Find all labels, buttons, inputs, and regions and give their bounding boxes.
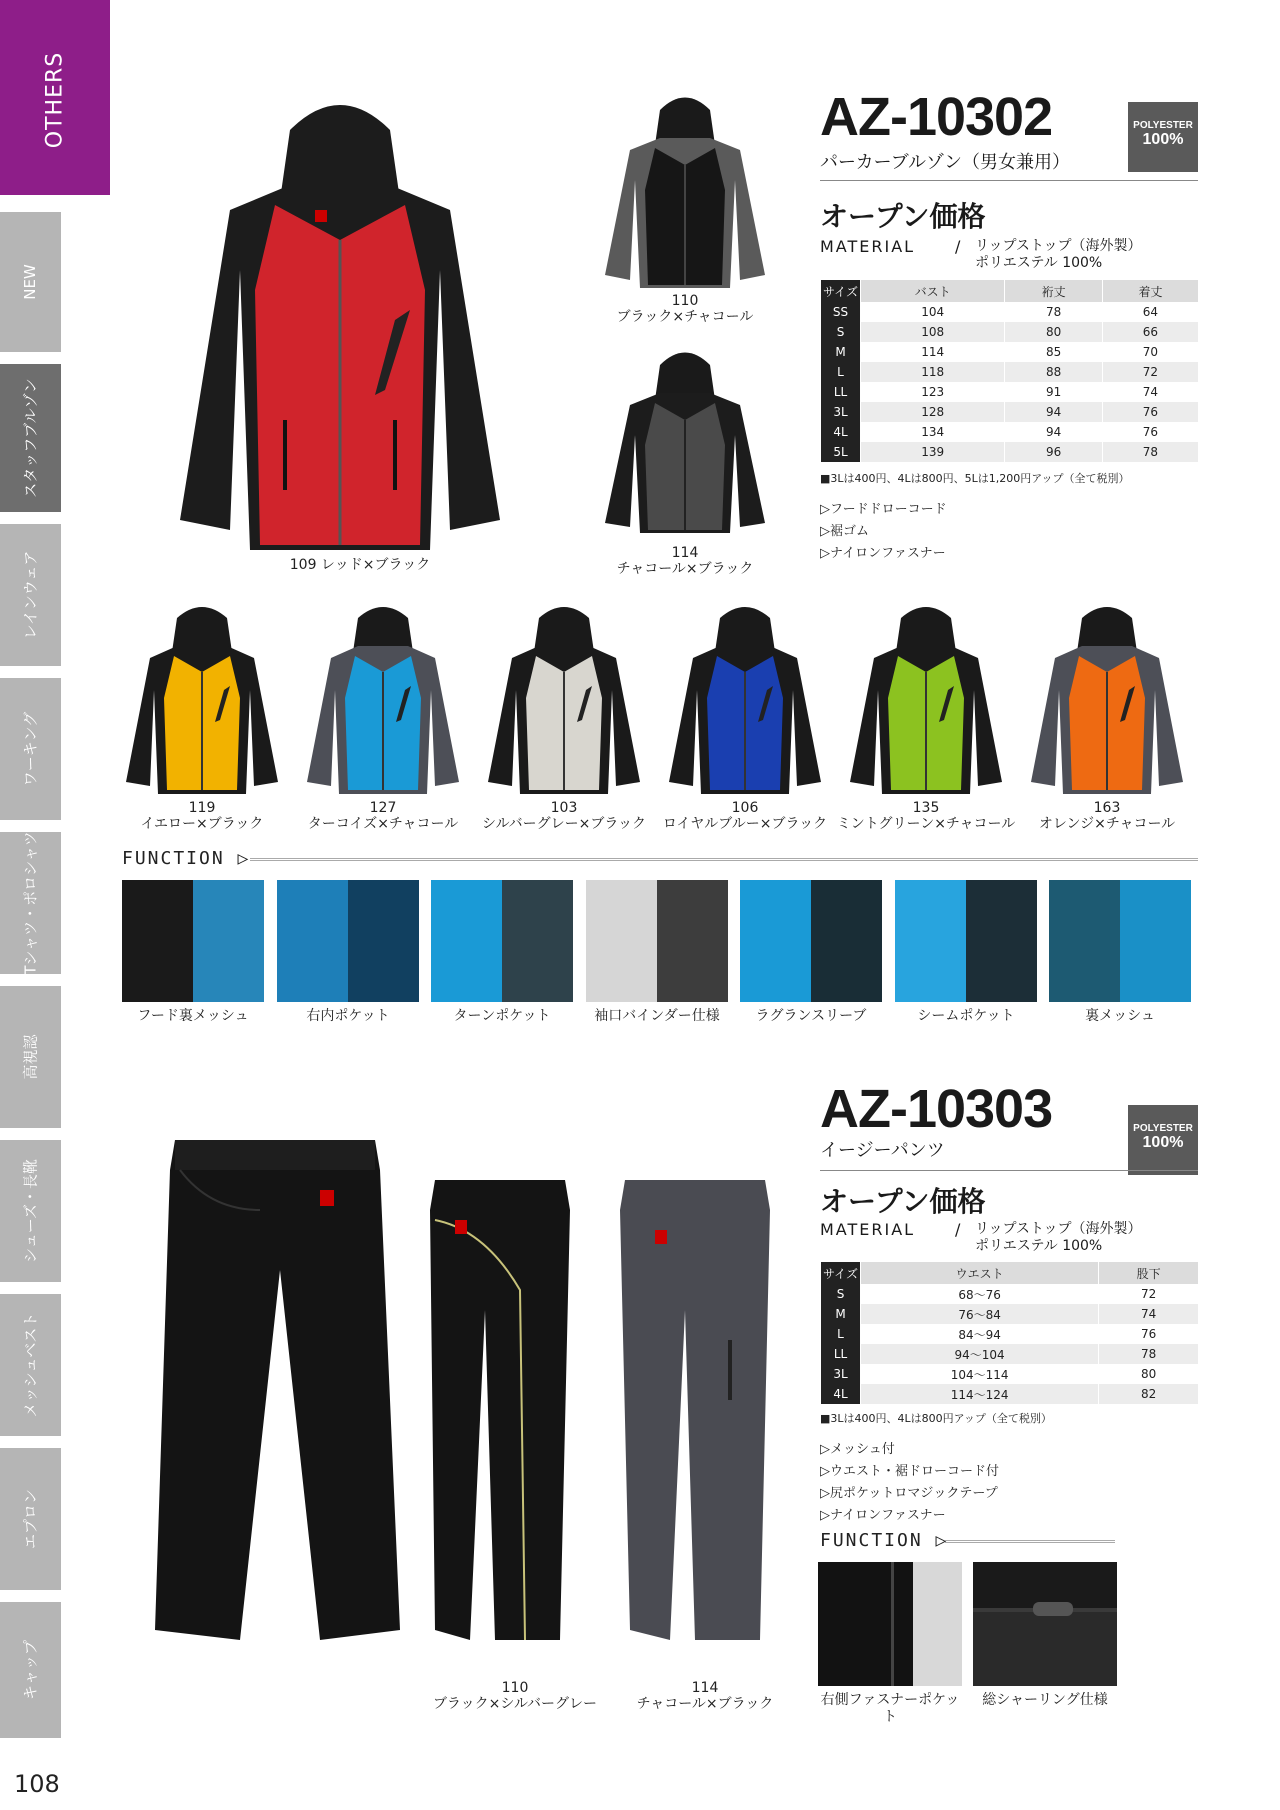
measurement-cell: 78 <box>1099 1344 1198 1364</box>
measurement-cell: 104〜114 <box>861 1364 1099 1384</box>
color-code: 119 <box>188 800 216 816</box>
measurement-cell: 78 <box>1005 302 1103 322</box>
size-cell: 5L <box>821 442 861 462</box>
measurement-cell: 94 <box>1005 402 1103 422</box>
size-cell: M <box>821 342 861 362</box>
sidebar-tab-label: 高視認 <box>21 1034 40 1080</box>
size-table-header-cell: 裄丈 <box>1005 280 1103 302</box>
measurement-cell: 118 <box>861 362 1005 382</box>
material-label: MATERIAL <box>820 1220 916 1239</box>
measurement-cell: 78 <box>1102 442 1198 462</box>
polyester-badge <box>1128 1105 1198 1175</box>
material-label: MATERIAL <box>820 237 916 256</box>
color-name: イエロー×ブラック <box>140 816 264 832</box>
function-title: FUNCTION <box>820 1530 923 1551</box>
jacket-photo-charcoal-black <box>600 345 770 535</box>
size-table-header-cell: 股下 <box>1099 1262 1198 1284</box>
divider <box>820 1170 1198 1171</box>
material-line1: リップストップ（海外製） <box>975 1221 1142 1237</box>
function-photo <box>586 880 728 1002</box>
color-label-110 <box>425 1680 605 1712</box>
measurement-cell: 94〜104 <box>861 1344 1099 1364</box>
badge-line2: 100% <box>1142 131 1184 148</box>
measurement-cell: 80 <box>1099 1364 1198 1384</box>
measurement-cell: 91 <box>1005 382 1103 402</box>
size-note: ■3Lは400円、4Lは800円アップ（全て税別） <box>820 1412 1052 1425</box>
sidebar-tab-mesh-vest[interactable] <box>0 1292 61 1438</box>
measurement-cell: 70 <box>1102 342 1198 362</box>
color-label-114 <box>600 545 770 577</box>
sidebar-tab-rainwear[interactable] <box>0 522 61 668</box>
sidebar-others-tab[interactable] <box>0 0 110 195</box>
pants-photo-110 <box>425 1170 575 1650</box>
size-table-header-cell: サイズ <box>821 280 861 302</box>
size-cell: LL <box>821 382 861 402</box>
material-separator: / <box>955 237 963 256</box>
size-cell: LL <box>821 1344 861 1364</box>
size-cell: 4L <box>821 1384 861 1404</box>
play-icon: ▷ <box>237 848 251 869</box>
size-table <box>820 280 1198 462</box>
sidebar-tab-staff-blouson[interactable] <box>0 362 61 514</box>
badge-line1: POLYESTER <box>1133 1123 1193 1134</box>
jacket-photo-variant <box>665 600 825 795</box>
size-cell: 3L <box>821 402 861 422</box>
color-label-variant <box>464 800 664 832</box>
material-text <box>975 238 1141 272</box>
sidebar-tab-label: メッシュベスト <box>21 1312 40 1418</box>
size-table-row <box>821 422 1199 442</box>
sidebar-tab-new[interactable] <box>0 210 61 354</box>
measurement-cell: 66 <box>1102 322 1198 342</box>
color-label-variant <box>826 800 1026 832</box>
measurement-cell: 104 <box>861 302 1005 322</box>
color-name: ブラック×チャコール <box>616 309 754 325</box>
function-photo-zip-pocket <box>818 1562 962 1686</box>
size-table-header-cell: サイズ <box>821 1262 861 1284</box>
measurement-cell: 74 <box>1099 1304 1198 1324</box>
function-rule <box>250 858 1198 861</box>
function-caption: 裏メッシュ <box>1085 1008 1155 1024</box>
color-code: 135 <box>912 800 940 816</box>
sidebar-tab-label: スタッフブルゾン <box>21 378 40 498</box>
function-heading <box>820 1530 948 1551</box>
function-photo-shirring <box>973 1562 1117 1686</box>
measurement-cell: 84〜94 <box>861 1324 1099 1344</box>
size-cell: L <box>821 362 861 382</box>
jacket-photo-variant <box>122 600 282 795</box>
measurement-cell: 85 <box>1005 342 1103 362</box>
size-table-row <box>821 1284 1199 1304</box>
size-table-row <box>821 302 1199 322</box>
feature-item: ▷ナイロンファスナー <box>820 546 946 561</box>
measurement-cell: 139 <box>861 442 1005 462</box>
function-title: FUNCTION <box>122 848 225 869</box>
size-table-row <box>821 342 1199 362</box>
size-table-row <box>821 442 1199 462</box>
size-cell: 4L <box>821 422 861 442</box>
polyester-badge <box>1128 102 1198 172</box>
size-table-row <box>821 382 1199 402</box>
color-name: チャコール×ブラック <box>616 561 754 577</box>
material-separator: / <box>955 1220 963 1239</box>
size-note: ■3Lは400円、4Lは800円、5Lは1,200円アップ（全て税別） <box>820 472 1130 485</box>
size-cell: L <box>821 1324 861 1344</box>
color-code: 103 <box>550 800 578 816</box>
badge-line1: POLYESTER <box>1133 120 1193 131</box>
jacket-photo-variant <box>846 600 1006 795</box>
measurement-cell: 128 <box>861 402 1005 422</box>
jacket-photo-variant <box>484 600 644 795</box>
function-caption: ターンポケット <box>453 1008 551 1024</box>
model-number: AZ-10302 <box>820 87 1053 147</box>
model-name: パーカーブルゾン（男女兼用） <box>820 152 1071 173</box>
size-table-row <box>821 402 1199 422</box>
color-label-variant <box>102 800 302 832</box>
sidebar-tab-label: エプロン <box>21 1488 40 1550</box>
measurement-cell: 123 <box>861 382 1005 402</box>
feature-item: ▷尻ポケットロマジックテープ <box>820 1486 998 1501</box>
sidebar-tab-shoes-boots[interactable] <box>0 1138 61 1284</box>
measurement-cell: 114〜124 <box>861 1384 1099 1404</box>
model-number: AZ-10303 <box>820 1079 1053 1139</box>
sidebar-tab-high-visibility[interactable] <box>0 984 61 1130</box>
measurement-cell: 76 <box>1099 1324 1198 1344</box>
function-caption: シームポケット <box>917 1008 1015 1024</box>
sidebar-tab-label: NEW <box>21 264 39 300</box>
color-name: ターコイズ×チャコール <box>307 816 459 832</box>
sidebar-tab-label: レインウェア <box>21 550 40 640</box>
measurement-cell: 76 <box>1102 422 1198 442</box>
size-table-header-cell: ウエスト <box>861 1262 1099 1284</box>
function-caption: 総シャーリング仕様 <box>982 1692 1108 1708</box>
color-code: 127 <box>369 800 397 816</box>
size-table-header <box>821 280 1199 302</box>
size-table-row <box>821 1304 1199 1324</box>
size-table-header <box>821 1262 1199 1284</box>
model-name: イージーパンツ <box>820 1140 945 1161</box>
feature-item: ▷裾ゴム <box>820 524 869 539</box>
function-caption: 右内ポケット <box>306 1008 390 1024</box>
color-label-variant <box>283 800 483 832</box>
function-photo <box>895 880 1037 1002</box>
function-heading <box>122 848 250 869</box>
size-table-row <box>821 1364 1199 1384</box>
measurement-cell: 76 <box>1102 402 1198 422</box>
measurement-cell: 108 <box>861 322 1005 342</box>
sidebar-tab-label: ワーキング <box>21 711 40 787</box>
function-caption: 袖口バインダー仕様 <box>594 1008 720 1024</box>
color-code: 163 <box>1093 800 1121 816</box>
measurement-cell: 94 <box>1005 422 1103 442</box>
measurement-cell: 68〜76 <box>861 1284 1099 1304</box>
measurement-cell: 96 <box>1005 442 1103 462</box>
jacket-photo-black-charcoal <box>600 90 770 290</box>
material-text <box>975 1221 1141 1255</box>
function-photo <box>1049 880 1191 1002</box>
feature-item: ▷メッシュ付 <box>820 1442 895 1457</box>
jacket-photo-variant <box>303 600 463 795</box>
measurement-cell: 74 <box>1102 382 1198 402</box>
function-photo <box>431 880 573 1002</box>
measurement-cell: 80 <box>1005 322 1103 342</box>
size-cell: 3L <box>821 1364 861 1384</box>
color-code: 114 <box>671 545 699 561</box>
play-icon: ▷ <box>935 1530 949 1551</box>
color-label-variant <box>1007 800 1207 832</box>
size-cell: S <box>821 1284 861 1304</box>
color-label-109: 109 レッド×ブラック <box>289 557 431 573</box>
color-code: 110 <box>501 1680 529 1696</box>
size-table-row <box>821 322 1199 342</box>
price: オープン価格 <box>820 200 986 233</box>
color-code: 114 <box>691 1680 719 1696</box>
sidebar-tab-cap[interactable] <box>0 1600 61 1740</box>
color-label-114 <box>620 1680 790 1712</box>
material-line2: ポリエステル 100% <box>975 1238 1103 1254</box>
jacket-photo-variant <box>1027 600 1187 795</box>
category-sidebar <box>0 0 110 1810</box>
function-caption: フード裏メッシュ <box>137 1008 249 1024</box>
measurement-cell: 76〜84 <box>861 1304 1099 1324</box>
divider <box>820 180 1198 181</box>
function-rule <box>945 1540 1115 1543</box>
size-cell: M <box>821 1304 861 1324</box>
function-photo <box>277 880 419 1002</box>
sidebar-tab-tshirt-polo[interactable] <box>0 830 61 976</box>
size-table-header-cell: バスト <box>861 280 1005 302</box>
measurement-cell: 88 <box>1005 362 1103 382</box>
size-table-row <box>821 1344 1199 1364</box>
color-name: ロイヤルブルー×ブラック <box>662 816 828 832</box>
size-cell: S <box>821 322 861 342</box>
size-table-row <box>821 362 1199 382</box>
measurement-cell: 114 <box>861 342 1005 362</box>
function-caption: 右側ファスナーポケット <box>820 1692 960 1725</box>
color-name: シルバーグレー×ブラック <box>481 816 647 832</box>
size-cell: SS <box>821 302 861 322</box>
measurement-cell: 64 <box>1102 302 1198 322</box>
size-table-row <box>821 1324 1199 1344</box>
measurement-cell: 72 <box>1102 362 1198 382</box>
size-table-header-cell: 着丈 <box>1102 280 1198 302</box>
sidebar-tab-working[interactable] <box>0 676 61 822</box>
material-line1: リップストップ（海外製） <box>975 238 1142 254</box>
color-name: ミントグリーン×チャコール <box>836 816 1016 832</box>
function-photo <box>740 880 882 1002</box>
measurement-cell: 82 <box>1099 1384 1198 1404</box>
material-line2: ポリエステル 100% <box>975 255 1103 271</box>
measurement-cell: 72 <box>1099 1284 1198 1304</box>
color-name: チャコール×ブラック <box>636 1696 774 1712</box>
feature-item: ▷フードドローコード <box>820 502 947 517</box>
badge-line2: 100% <box>1142 1134 1184 1151</box>
page-number: 108 <box>14 1770 60 1798</box>
sidebar-tab-apron[interactable] <box>0 1446 61 1592</box>
sidebar-others-label: OTHERS <box>42 51 68 149</box>
size-table-row <box>821 1384 1199 1404</box>
color-code: 106 <box>731 800 759 816</box>
function-caption: ラグランスリーブ <box>755 1008 867 1024</box>
measurement-cell: 134 <box>861 422 1005 442</box>
jacket-photo-red-black <box>170 90 510 560</box>
feature-item: ▷ウエスト・裾ドローコード付 <box>820 1464 999 1479</box>
size-table <box>820 1262 1198 1404</box>
color-code: 110 <box>671 293 699 309</box>
color-label-variant <box>645 800 845 832</box>
sidebar-tab-label: Tシャツ・ポロシャツ <box>21 831 40 975</box>
color-label-110 <box>600 293 770 325</box>
pants-photo-114 <box>615 1170 775 1650</box>
color-name: オレンジ×チャコール <box>1038 816 1176 832</box>
sidebar-tab-label: キャップ <box>21 1639 40 1701</box>
feature-item: ▷ナイロンファスナー <box>820 1508 946 1523</box>
pants-photo-main <box>140 1130 410 1650</box>
color-name: ブラック×シルバーグレー <box>432 1696 598 1712</box>
function-photo <box>122 880 264 1002</box>
sidebar-tab-label: シューズ・長靴 <box>21 1159 40 1263</box>
price: オープン価格 <box>820 1185 986 1218</box>
